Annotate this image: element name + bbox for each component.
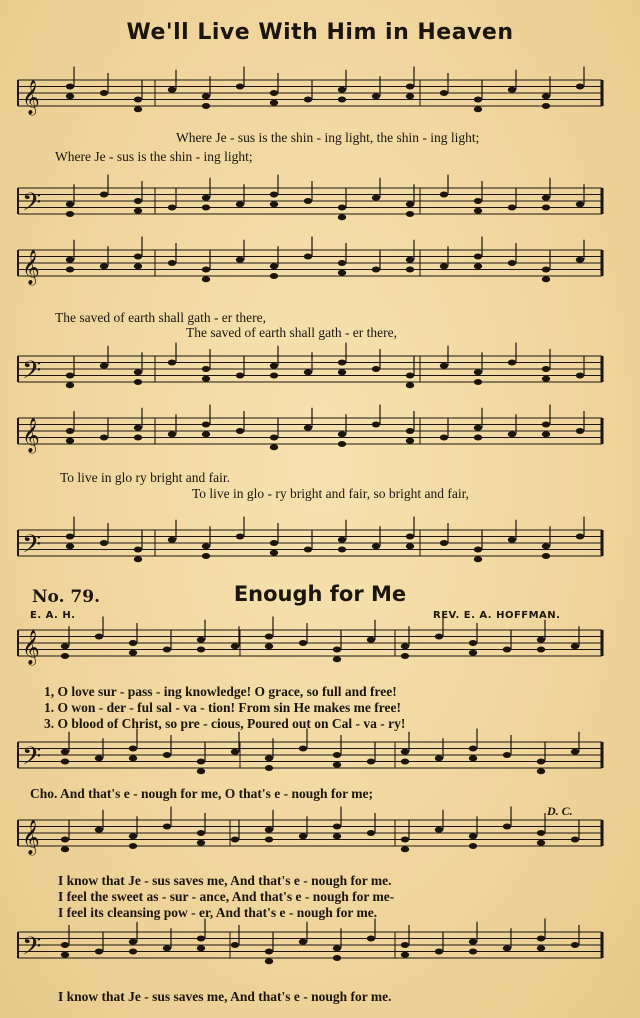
note-head (508, 260, 516, 266)
hymn-title-enough: Enough for Me (233, 582, 407, 606)
note-head (333, 945, 341, 951)
note-head (236, 373, 244, 379)
note-head (134, 556, 142, 562)
note-head (338, 369, 346, 375)
note-head (440, 192, 448, 198)
note-head (270, 435, 278, 441)
note-head (338, 360, 346, 366)
note-head (372, 422, 380, 428)
clef: 𝄞 (22, 418, 40, 453)
note-head (202, 276, 210, 282)
note-head (406, 382, 414, 388)
note-head (508, 431, 516, 437)
clef: 𝄢 (22, 188, 42, 223)
note-head (197, 647, 205, 653)
note-head (270, 363, 278, 369)
note-head (202, 366, 210, 372)
note-head (333, 752, 341, 758)
note-head (440, 263, 448, 269)
note-head (202, 205, 210, 211)
note-head (197, 945, 205, 951)
verse-line: 3. O blood of Christ, so pre - cious, Poured out on Cal - va - ry! (44, 716, 406, 731)
refrain-line: I feel the sweet as - sur - ance, And that's e - nough for me- (58, 889, 395, 904)
note-head (304, 369, 312, 375)
note-head (338, 270, 346, 276)
note-head (542, 366, 550, 372)
note-head (469, 949, 477, 955)
note-head (236, 201, 244, 207)
note-head (469, 843, 477, 849)
note-head (265, 958, 273, 964)
note-head (338, 97, 346, 103)
note-head (338, 214, 346, 220)
note-head (129, 746, 137, 752)
note-head (163, 752, 171, 758)
lyric-line: Where Je - sus is the shin - ing light; (55, 149, 253, 164)
note-head (367, 830, 375, 836)
note-head (537, 759, 545, 765)
note-head (537, 830, 545, 836)
note-head (401, 643, 409, 649)
note-head (469, 650, 477, 656)
note-head (401, 749, 409, 755)
note-head (542, 553, 550, 559)
note-head (406, 534, 414, 540)
note-head (100, 263, 108, 269)
note-head (134, 208, 142, 214)
note-head (440, 540, 448, 546)
note-head (163, 647, 171, 653)
note-head (134, 106, 142, 112)
hymn-title-heaven: We'll Live With Him in Heaven (126, 20, 514, 45)
note-head (469, 755, 477, 761)
note-head (202, 431, 210, 437)
note-head (129, 833, 137, 839)
clef: 𝄢 (22, 530, 42, 565)
note-head (270, 192, 278, 198)
note-head (440, 90, 448, 96)
note-head (61, 759, 69, 765)
note-head (66, 534, 74, 540)
note-head (265, 765, 273, 771)
note-head (406, 257, 414, 263)
note-head (202, 422, 210, 428)
note-head (129, 640, 137, 646)
note-head (435, 949, 443, 955)
note-head (61, 643, 69, 649)
note-head (508, 360, 516, 366)
note-head (236, 257, 244, 263)
note-head (542, 431, 550, 437)
note-head (265, 634, 273, 640)
note-head (129, 650, 137, 656)
note-head (542, 195, 550, 201)
note-head (576, 534, 584, 540)
note-head (95, 827, 103, 833)
note-head (134, 198, 142, 204)
note-head (367, 637, 375, 643)
note-head (134, 425, 142, 431)
note-head (197, 759, 205, 765)
note-head (474, 263, 482, 269)
note-head (474, 369, 482, 375)
note-head (474, 106, 482, 112)
refrain-line: I know that Je - sus saves me, And that's e - nough for me. (58, 989, 392, 1004)
note-head (202, 267, 210, 273)
note-head (474, 379, 482, 385)
note-head (469, 640, 477, 646)
note-head (129, 949, 137, 955)
note-head (61, 749, 69, 755)
note-head (129, 939, 137, 945)
clef: 𝄢 (22, 932, 42, 967)
note-head (333, 824, 341, 830)
note-head (469, 939, 477, 945)
note-head (95, 949, 103, 955)
note-head (333, 762, 341, 768)
note-head (338, 205, 346, 211)
note-head (134, 369, 142, 375)
note-head (537, 768, 545, 774)
note-head (503, 824, 511, 830)
note-head (270, 100, 278, 106)
note-head (406, 211, 414, 217)
note-head (100, 363, 108, 369)
note-head (66, 211, 74, 217)
note-head (299, 746, 307, 752)
note-head (406, 428, 414, 434)
note-head (66, 438, 74, 444)
lyric-line: To live in glo ry bright and fair. (60, 470, 231, 485)
note-head (333, 833, 341, 839)
clef: 𝄞 (22, 80, 40, 115)
note-head (406, 267, 414, 273)
note-head (168, 360, 176, 366)
note-head (134, 97, 142, 103)
note-head (508, 205, 516, 211)
note-head (202, 93, 210, 99)
note-head (372, 543, 380, 549)
note-head (299, 939, 307, 945)
note-head (134, 263, 142, 269)
note-head (474, 547, 482, 553)
note-head (435, 634, 443, 640)
note-head (197, 637, 205, 643)
note-head (406, 373, 414, 379)
note-head (66, 84, 74, 90)
note-head (270, 550, 278, 556)
note-head (542, 422, 550, 428)
note-head (202, 543, 210, 549)
note-head (61, 952, 69, 958)
note-head (95, 755, 103, 761)
note-head (202, 376, 210, 382)
note-head (537, 945, 545, 951)
note-head (265, 827, 273, 833)
note-head (576, 373, 584, 379)
note-head (231, 837, 239, 843)
note-head (537, 647, 545, 653)
clef: 𝄞 (22, 820, 40, 855)
note-head (270, 540, 278, 546)
da-capo-mark: D. C. (547, 804, 573, 818)
note-head (270, 263, 278, 269)
note-head (542, 93, 550, 99)
note-head (537, 936, 545, 942)
note-head (168, 537, 176, 543)
note-head (372, 195, 380, 201)
note-head (469, 746, 477, 752)
note-head (95, 634, 103, 640)
note-head (202, 553, 210, 559)
note-head (61, 846, 69, 852)
note-head (197, 936, 205, 942)
note-head (474, 208, 482, 214)
note-head (401, 837, 409, 843)
note-head (401, 846, 409, 852)
note-head (542, 376, 550, 382)
note-head (270, 201, 278, 207)
note-head (576, 84, 584, 90)
note-head (338, 441, 346, 447)
note-head (406, 84, 414, 90)
note-head (134, 547, 142, 553)
note-head (304, 97, 312, 103)
note-head (270, 90, 278, 96)
note-head (406, 543, 414, 549)
note-head (338, 87, 346, 93)
note-head (537, 840, 545, 846)
note-head (265, 755, 273, 761)
note-head (265, 643, 273, 649)
note-head (474, 254, 482, 260)
note-head (474, 435, 482, 441)
composer-credit: REV. E. A. HOFFMAN. (433, 610, 561, 621)
note-head (270, 444, 278, 450)
note-head (134, 379, 142, 385)
note-head (474, 556, 482, 562)
note-head (134, 254, 142, 260)
note-head (197, 830, 205, 836)
note-head (406, 438, 414, 444)
note-head (401, 653, 409, 659)
note-head (542, 267, 550, 273)
note-head (304, 254, 312, 260)
note-head (61, 653, 69, 659)
note-head (576, 201, 584, 207)
note-head (503, 752, 511, 758)
note-head (299, 833, 307, 839)
note-head (304, 198, 312, 204)
note-head (576, 428, 584, 434)
note-head (304, 425, 312, 431)
note-head (236, 428, 244, 434)
note-head (508, 537, 516, 543)
note-head (474, 97, 482, 103)
note-head (299, 640, 307, 646)
note-head (338, 537, 346, 543)
clef: 𝄞 (22, 250, 40, 285)
note-head (61, 837, 69, 843)
note-head (401, 952, 409, 958)
note-head (571, 749, 579, 755)
note-head (469, 833, 477, 839)
refrain-line: I feel its cleansing pow - er, And that's e - nough for me. (58, 905, 378, 920)
note-head (197, 840, 205, 846)
note-head (236, 84, 244, 90)
clef: 𝄢 (22, 742, 42, 777)
note-head (372, 366, 380, 372)
hymn-number: No. 79. (32, 587, 100, 607)
note-head (372, 93, 380, 99)
note-head (304, 547, 312, 553)
note-head (440, 363, 448, 369)
chorus-line: Cho. And that's e - nough for me, O that's e - nough for me; (30, 786, 374, 801)
note-head (571, 942, 579, 948)
note-head (66, 428, 74, 434)
note-head (406, 201, 414, 207)
note-head (474, 425, 482, 431)
note-head (265, 837, 273, 843)
note-head (503, 647, 511, 653)
refrain-line: I know that Je - sus saves me, And that's e - nough for me. (58, 873, 392, 888)
note-head (508, 87, 516, 93)
note-head (66, 373, 74, 379)
note-head (231, 749, 239, 755)
note-head (168, 431, 176, 437)
note-head (435, 755, 443, 761)
note-head (197, 768, 205, 774)
note-head (338, 431, 346, 437)
note-head (163, 824, 171, 830)
note-head (66, 201, 74, 207)
note-head (542, 543, 550, 549)
note-head (542, 103, 550, 109)
note-head (66, 543, 74, 549)
clef: 𝄞 (22, 630, 40, 665)
note-head (66, 93, 74, 99)
note-head (66, 382, 74, 388)
note-head (61, 942, 69, 948)
note-head (236, 534, 244, 540)
note-head (503, 945, 511, 951)
note-head (168, 205, 176, 211)
verse-line: 1, O love sur - pass - ing knowledge! O grace, so full and free! (44, 684, 397, 699)
clef: 𝄢 (22, 356, 42, 391)
note-head (333, 955, 341, 961)
note-head (401, 759, 409, 765)
note-head (202, 195, 210, 201)
note-head (474, 198, 482, 204)
note-head (571, 643, 579, 649)
note-head (537, 637, 545, 643)
verse-line: 1. O won - der - ful sal - va - tion! From sin He makes me free! (44, 700, 401, 715)
note-head (333, 656, 341, 662)
note-head (576, 257, 584, 263)
note-head (163, 945, 171, 951)
note-head (440, 435, 448, 441)
note-head (168, 87, 176, 93)
note-head (129, 843, 137, 849)
note-head (333, 647, 341, 653)
note-head (100, 90, 108, 96)
note-head (372, 267, 380, 273)
note-head (202, 103, 210, 109)
note-head (571, 837, 579, 843)
note-head (338, 260, 346, 266)
note-head (401, 942, 409, 948)
lyric-line: To live in glo - ry bright and fair, so bright and fair, (192, 486, 469, 501)
note-head (100, 435, 108, 441)
note-head (66, 257, 74, 263)
note-head (66, 267, 74, 273)
note-head (100, 192, 108, 198)
note-head (542, 276, 550, 282)
note-head (231, 643, 239, 649)
note-head (406, 93, 414, 99)
note-head (338, 547, 346, 553)
note-head (367, 759, 375, 765)
lyric-line: The saved of earth shall gath - er there, (186, 325, 398, 340)
note-head (231, 942, 239, 948)
note-head (270, 273, 278, 279)
author-initials: E. A. H. (30, 610, 76, 621)
note-head (542, 205, 550, 211)
lyric-line: The saved of earth shall gath - er there, (55, 310, 267, 325)
note-head (265, 949, 273, 955)
note-head (134, 435, 142, 441)
lyric-line: Where Je - sus is the shin - ing light, the shin - ing light; (176, 130, 480, 145)
note-head (100, 540, 108, 546)
note-head (168, 260, 176, 266)
note-head (270, 373, 278, 379)
note-head (129, 755, 137, 761)
note-head (367, 936, 375, 942)
note-head (435, 827, 443, 833)
